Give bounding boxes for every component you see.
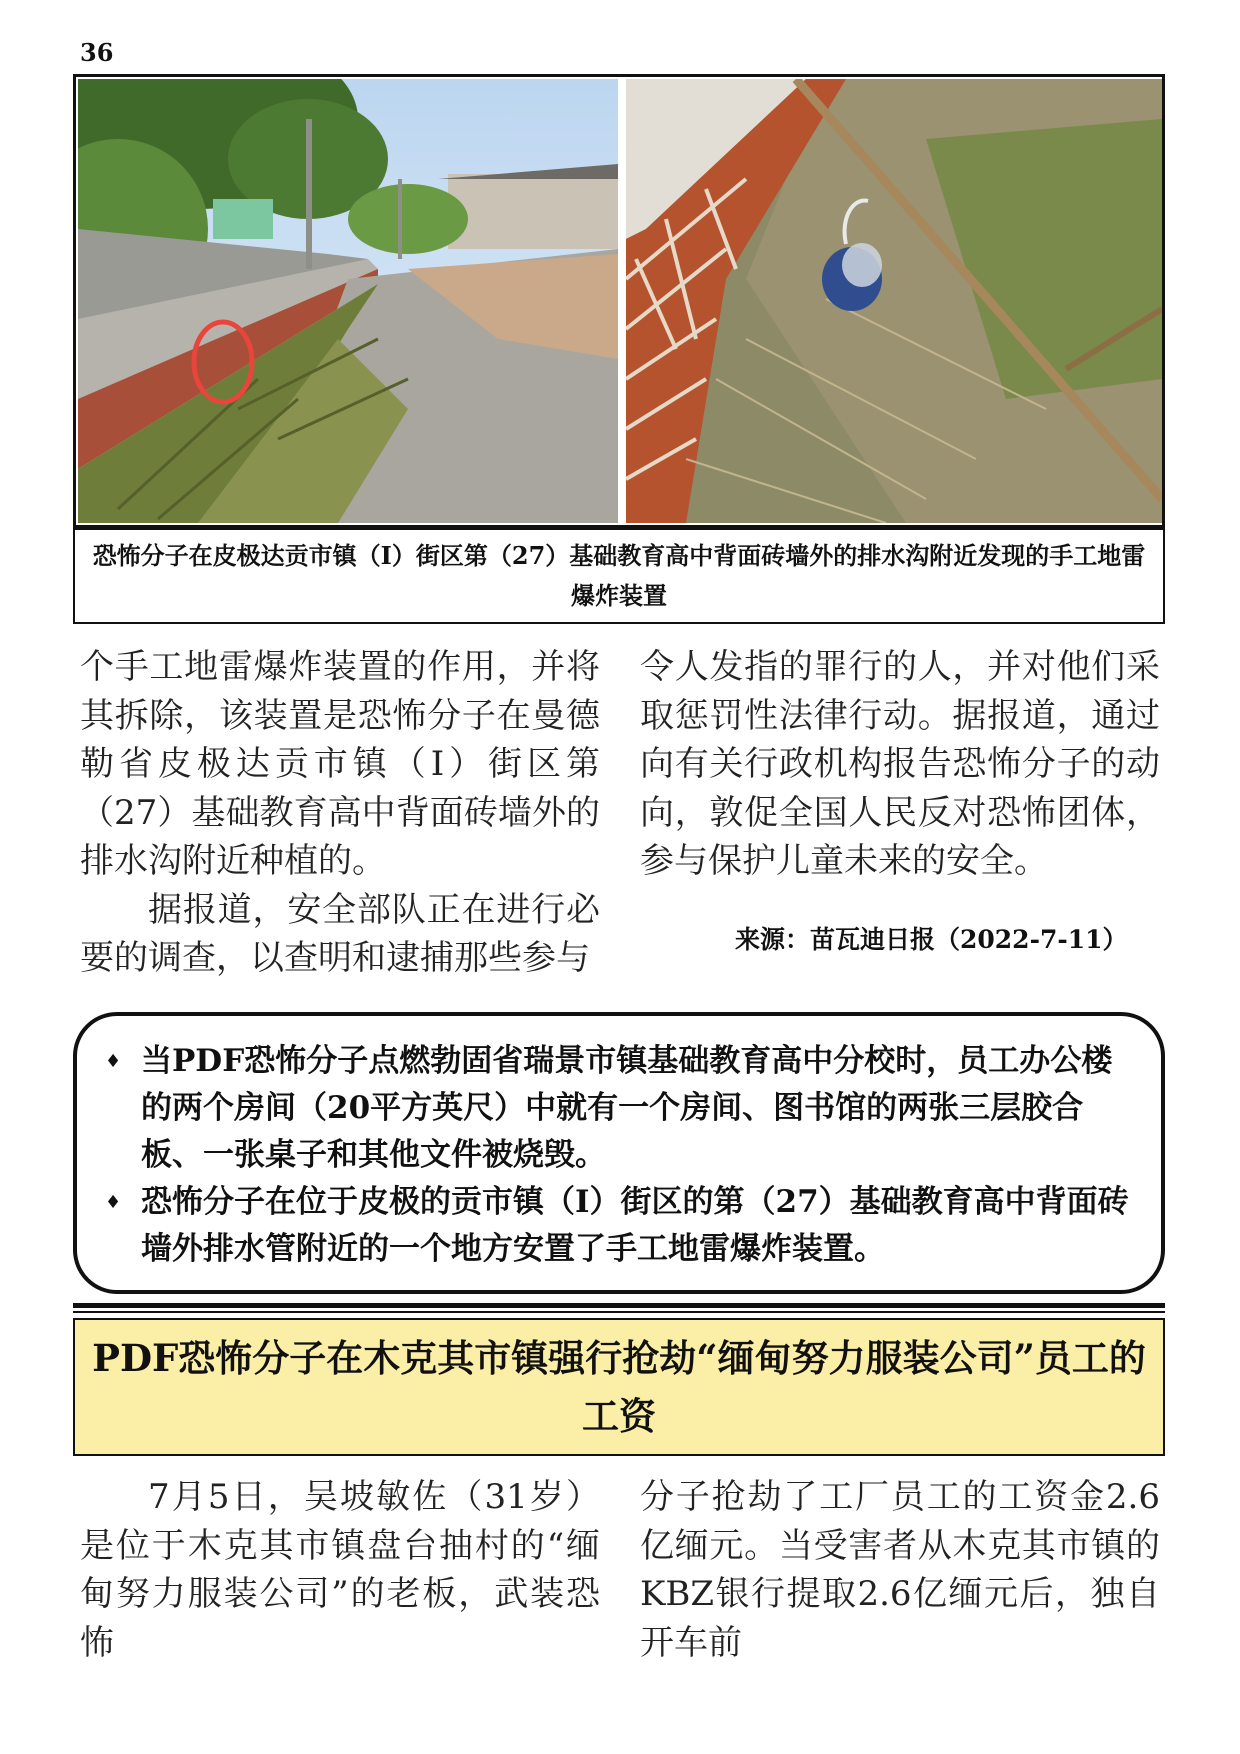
article1-paragraph: 令人发指的罪行的人，并对他们采取惩罚性法律行动。据报道，通过向有关行政机构报告恐怖分子的动向，敦促全国人民反对恐怖团体，参与保护儿童未来的安全。 [640, 647, 1160, 881]
article1-left-column [80, 643, 600, 983]
article2-paragraph: 7月5日，吴坡敏佐（31岁）是位于木克其市镇盘台抽村的“缅甸努力服装公司”的老板，武装恐怖 [80, 1477, 600, 1663]
article2-headline: PDF恐怖分子在木克其市镇强行抢劫“缅甸努力服装公司”员工的工资 [92, 1336, 1146, 1438]
article1-right-column [640, 643, 1160, 886]
summary-item [103, 1179, 1131, 1273]
article2-headline-box [73, 1318, 1165, 1456]
summary-box [73, 1012, 1165, 1294]
article1-paragraph: 据报道，安全部队正在进行必要的调查，以查明和逮捕那些参与 [80, 889, 600, 978]
diamond-bullet-icon: ♦ [105, 1192, 122, 1213]
summary-item-text: 恐怖分子在位于皮极的贡市镇（I）街区的第（27）基础教育高中背面砖墙外排水管附近的一个地方安置了手工地雷爆炸装置。 [141, 1184, 1129, 1267]
figure-caption [73, 528, 1165, 624]
section-divider [73, 1303, 1165, 1308]
photo-street-drain [78, 79, 618, 523]
summary-item [103, 1038, 1131, 1179]
figure-caption-text: 恐怖分子在皮极达贡市镇（I）街区第（27）基础教育高中背面砖墙外的排水沟附近发现的手工地雷爆炸装置 [92, 541, 1146, 610]
photo-explosive-device [626, 79, 1162, 523]
article1-paragraph: 个手工地雷爆炸装置的作用，并将其拆除，该装置是恐怖分子在曼德勒省皮极达贡市镇（I）街区第（27）基础教育高中背面砖墙外的排水沟附近种植的。 [80, 647, 600, 881]
summary-item-text: 当PDF恐怖分子点燃勃固省瑞景市镇基础教育高中分校时，员工办公楼的两个房间（20平方英尺）中就有一个房间、图书馆的两张三层胶合板、一张桌子和其他文件被烧毁。 [141, 1043, 1113, 1173]
page-number: 36 [80, 38, 114, 67]
section-divider-thin [73, 1311, 1165, 1313]
photo-frame [73, 74, 1165, 528]
article2-left-column [80, 1473, 600, 1667]
diamond-bullet-icon: ♦ [105, 1051, 122, 1072]
article2-right-column [640, 1473, 1160, 1667]
article1-source: 来源：苗瓦迪日报（2022-7-11） [735, 925, 1128, 954]
article2-paragraph: 分子抢劫了工厂员工的工资金2.6亿缅元。当受害者从木克其市镇的KBZ银行提取2.6亿缅元后，独自开车前 [640, 1477, 1160, 1663]
